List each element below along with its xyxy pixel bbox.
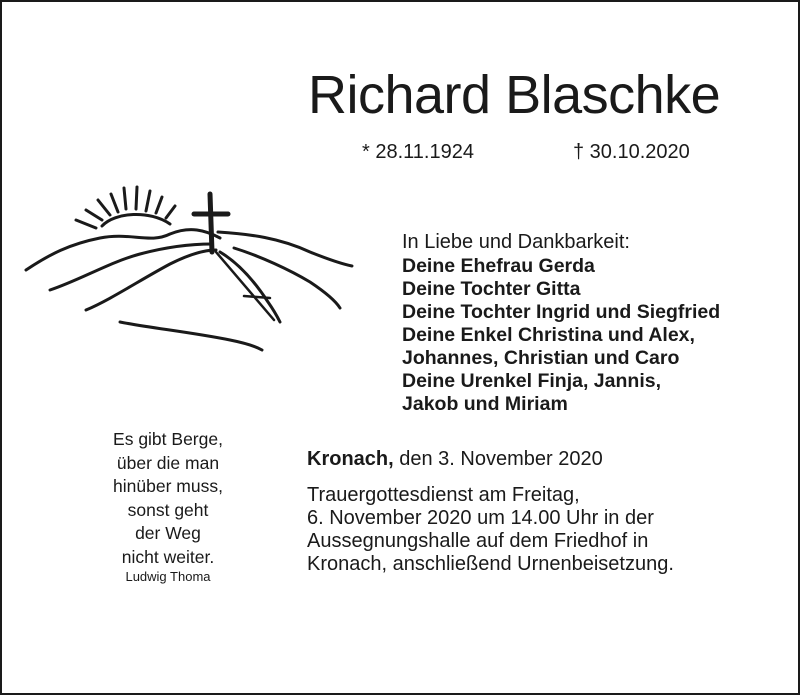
quote-line: der Weg <box>135 523 201 543</box>
funeral-service-info <box>307 484 777 576</box>
mourner-line: Jakob und Miriam <box>402 393 568 415</box>
quote-line: nicht weiter. <box>121 546 215 567</box>
hills-sunrise-cross-icon <box>20 182 360 362</box>
quote-line: Es gibt Berge, <box>113 429 223 449</box>
place-date <box>307 447 603 471</box>
mourner-line: Johannes, Christian und Caro <box>402 347 680 369</box>
notice-date: den 3. November 2020 <box>399 448 603 470</box>
mourner-line: Deine Tochter Ingrid und Siegfried <box>402 301 721 323</box>
birth-date: * 28.11.1924 <box>362 141 474 163</box>
service-line: Aussegnungshalle auf dem Friedhof in <box>307 530 649 552</box>
quote-author: Ludwig Thoma <box>125 569 211 584</box>
place: Kronach, <box>307 448 394 470</box>
deceased-name: Richard Blaschke <box>308 65 721 125</box>
mourner-line: Deine Enkel Christina und Alex, <box>402 324 695 346</box>
mourners-intro: In Liebe und Dankbarkeit: <box>402 231 630 253</box>
quote-line: hinüber muss, <box>113 476 223 496</box>
mourner-line: Deine Tochter Gitta <box>402 278 581 300</box>
service-line: Kronach, anschließend Urnenbeisetzung. <box>307 553 674 575</box>
quote-line: über die man <box>116 452 220 473</box>
death-date: † 30.10.2020 <box>573 141 690 163</box>
service-line: 6. November 2020 um 14.00 Uhr in der <box>307 507 654 529</box>
mourner-line: Deine Ehefrau Gerda <box>402 255 595 277</box>
service-line: Trauergottesdienst am Freitag, <box>307 484 580 506</box>
mourner-line: Deine Urenkel Finja, Jannis, <box>402 370 662 392</box>
memorial-quote <box>78 428 258 585</box>
mourners-list <box>402 230 782 416</box>
quote-line: sonst geht <box>127 499 209 520</box>
